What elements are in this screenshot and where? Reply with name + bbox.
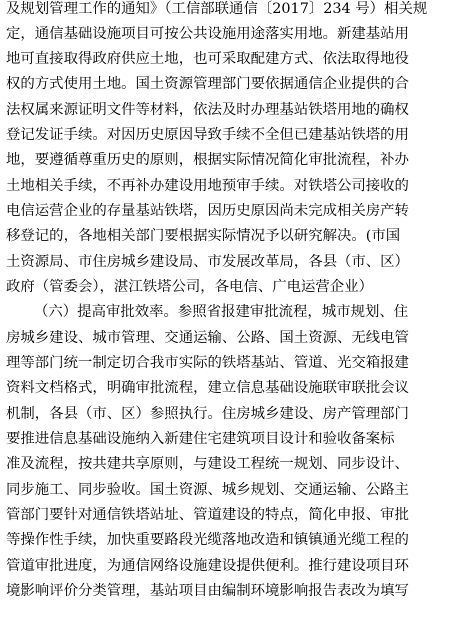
text-line: 房城乡建设、城市管理、交通运输、公路、国土资源、无线电管 (6, 330, 409, 346)
text-line: 土地相关手续，不再补办建设用地预审手续。对铁塔公司接收的 (6, 178, 409, 194)
text-line: 政府（管委会），湛江铁塔公司，各电信、广电运营企业） (6, 279, 373, 295)
text-line: 境影响评价分类管理，基站项目由编制环境影响报告表改为填写 (6, 583, 409, 599)
text-line: 移登记的，各地相关部门要根据实际情况予以研究解决。(市国 (6, 228, 401, 244)
text-line: 登记发证手续。对因历史原因导致手续不全但已建基站铁塔的用 (6, 127, 409, 143)
text-line: 及规划管理工作的通知》（工信部联通信〔2017〕234 号）相关规 (6, 1, 428, 17)
text-line: 机制，各县（市、区）参照执行。住房城乡建设、房产管理部门 (6, 406, 409, 422)
paragraph-heading-line: （六）提高审批效率。参照省报建审批流程，城市规划、住 (34, 304, 409, 320)
text-line: 要推进信息基础设施纳入新建住宅建筑项目设计和验收备案标 (6, 431, 395, 447)
text-line: 理等部门统一制定切合我市实际的铁塔基站、管道、光交箱报建 (6, 355, 409, 371)
text-line: 地，要遵循尊重历史的原则，根据实际情况简化审批流程，补办 (6, 152, 409, 168)
text-line: 土资源局、市住房城乡建设局、市发展改革局，各县（市、区） (6, 254, 409, 270)
text-line: 同步施工、同步验收。国土资源、城乡规划、交通运输、公路主 (6, 482, 409, 498)
text-line: 管道审批进度，为通信网络设施建设提供便利。推行建设项目环 (6, 558, 409, 574)
text-line: 管部门要针对通信铁塔站址、管道建设的特点，简化申报、审批 (6, 507, 409, 523)
text-line: 电信运营企业的存量基站铁塔，因历史原因尚未完成相关房产转 (6, 203, 409, 219)
text-line: 权的方式使用土地。国土资源管理部门要依据通信企业提供的合 (6, 76, 409, 92)
text-line: 资料文档格式，明确审批流程，建立信息基础设施联审联批会议 (6, 380, 409, 396)
text-line: 等操作性手续，加快重要路段光缆落地改造和镇镇通光缆工程的 (6, 532, 409, 548)
text-line: 定，通信基础设施项目可按公共设施用途落实用地。新建基站用 (6, 26, 409, 42)
text-line: 准及流程，按共建共享原则，与建设工程统一规划、同步设计、 (6, 456, 409, 472)
text-line: 法权属来源证明文件等材料，依法及时办理基站铁塔用地的确权 (6, 102, 409, 118)
text-line: 地可直接取得政府供应土地，也可采取配建方式、依法取得地役 (6, 51, 409, 67)
